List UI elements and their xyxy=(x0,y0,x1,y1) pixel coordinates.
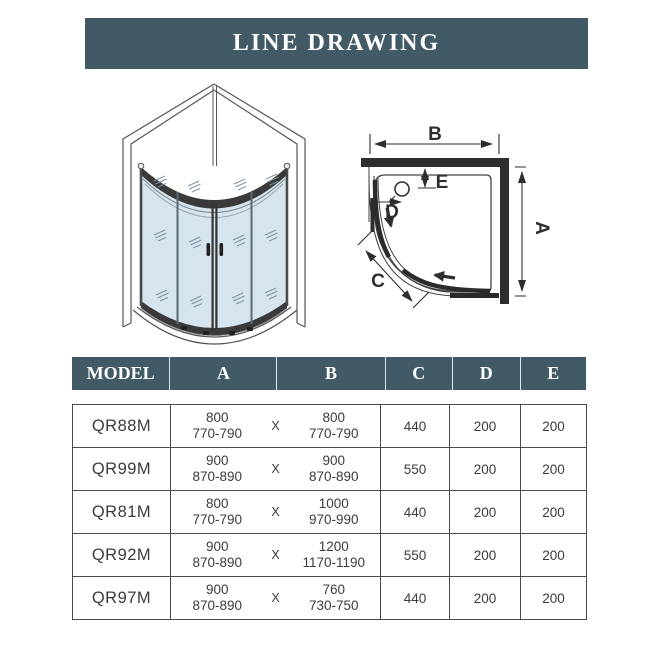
multiply-sign: X xyxy=(271,548,280,562)
table-row xyxy=(73,405,587,448)
dimension-ab-cell xyxy=(171,405,381,448)
spec-table-header xyxy=(72,357,586,390)
dimension-b-value: 900 870-890 xyxy=(308,452,359,484)
header-b: B xyxy=(276,357,384,390)
dimension-a-value: 800 770-790 xyxy=(192,495,243,527)
table-row xyxy=(73,491,587,534)
page-title: LINE DRAWING xyxy=(232,30,441,56)
dimension-d-cell: 200 xyxy=(450,405,521,448)
dimension-e-cell: 200 xyxy=(521,405,587,448)
dimension-a-value: 900 870-890 xyxy=(192,538,243,570)
dimension-ab-cell xyxy=(171,448,381,491)
multiply-sign: X xyxy=(271,419,280,433)
dimension-c-cell: 550 xyxy=(381,448,450,491)
dimension-label-a: A xyxy=(531,221,552,235)
dimension-b-value: 1000 970-990 xyxy=(308,495,359,527)
dimension-c-cell: 440 xyxy=(381,405,450,448)
multiply-sign: X xyxy=(271,591,280,605)
dimension-c-cell: 440 xyxy=(381,491,450,534)
model-cell: QR92M xyxy=(73,534,171,577)
multiply-sign: X xyxy=(271,505,280,519)
table-row xyxy=(73,534,587,577)
dimension-b-value: 800 770-790 xyxy=(308,409,359,441)
dimension-e-cell: 200 xyxy=(521,534,587,577)
shower-3d-drawing xyxy=(100,78,330,358)
header-e: E xyxy=(520,357,586,390)
dimension-e-cell: 200 xyxy=(521,491,587,534)
dimension-a-value: 800 770-790 xyxy=(192,409,243,441)
door-handle-right xyxy=(220,243,224,256)
shower-plan-drawing xyxy=(345,110,560,325)
title-bar xyxy=(85,18,588,69)
dimension-d-cell: 200 xyxy=(450,491,521,534)
table-row xyxy=(73,448,587,491)
glass-panels xyxy=(141,170,287,332)
dimension-ab-cell xyxy=(171,577,381,620)
model-cell: QR97M xyxy=(73,577,171,620)
tray-outline xyxy=(375,175,491,292)
dimension-ab-cell xyxy=(171,534,381,577)
dimension-a-value: 900 870-890 xyxy=(192,452,243,484)
dimension-d-cell: 200 xyxy=(450,577,521,620)
model-cell: QR88M xyxy=(73,405,171,448)
model-cell: QR81M xyxy=(73,491,171,534)
wall-top xyxy=(361,158,506,167)
dimension-label-b: B xyxy=(428,124,442,145)
dimension-label-e: E xyxy=(435,172,449,193)
dimension-b-value: 1200 1170-1190 xyxy=(302,538,366,570)
dimension-a-value: 900 870-890 xyxy=(192,581,243,613)
door-handle-left xyxy=(207,243,211,256)
header-c: C xyxy=(385,357,452,390)
header-d: D xyxy=(452,357,519,390)
dimension-d-cell: 200 xyxy=(450,448,521,491)
dimension-e-cell: 200 xyxy=(521,577,587,620)
dimension-d-cell: 200 xyxy=(450,534,521,577)
dimension-ab-cell xyxy=(171,491,381,534)
dimension-label-c: C xyxy=(371,271,385,292)
dimension-c-cell: 440 xyxy=(381,577,450,620)
model-cell: QR99M xyxy=(73,448,171,491)
dimension-c-cell: 550 xyxy=(381,534,450,577)
roller-knob xyxy=(395,182,409,196)
header-model: MODEL xyxy=(86,363,155,383)
header-a: A xyxy=(169,357,276,390)
multiply-sign: X xyxy=(271,462,280,476)
wall-right xyxy=(500,158,509,304)
dimension-label-d: D xyxy=(385,202,399,223)
spec-table xyxy=(72,404,587,620)
table-row xyxy=(73,577,587,620)
dimension-b-value: 760 730-750 xyxy=(308,581,359,613)
dimension-a xyxy=(515,167,526,296)
dimension-e-cell: 200 xyxy=(521,448,587,491)
